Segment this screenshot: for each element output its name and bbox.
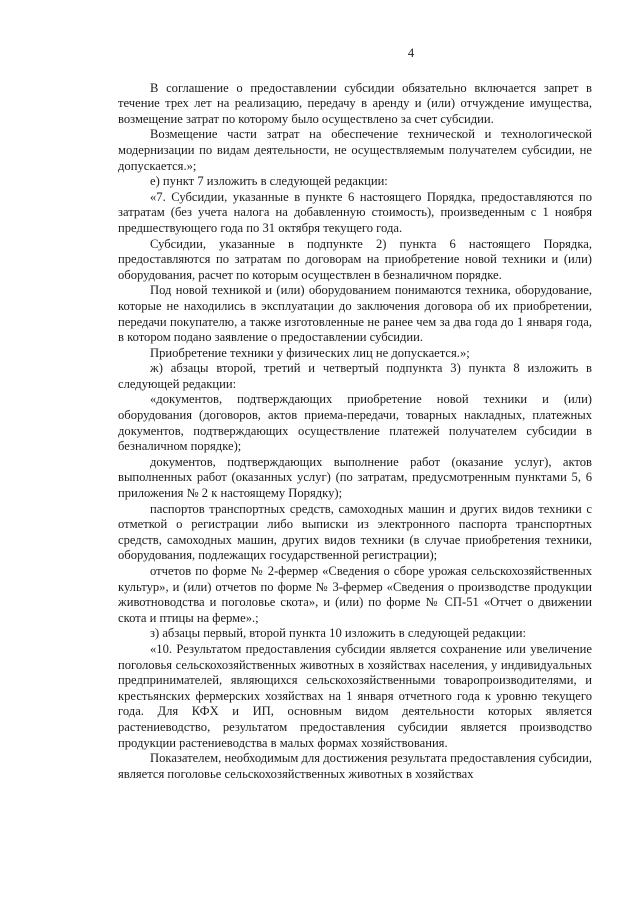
paragraph-vehicle-passports: паспортов транспортных средств, самоходных машин и других видов техники с отметкой о регистрации либо выписки из электронного паспорта транспортных средств, самоходных машин, других видов техники (в случае приобретения техники, оборудования, подлежащих государственной регистрации);	[118, 501, 592, 563]
paragraph-item-zh: ж) абзацы второй, третий и четвертый подпункта 3) пункта 8 изложить в следующей редакции:	[118, 361, 592, 391]
paragraph-agreement-prohibition: В соглашение о предоставлении субсидии обязательно включается запрет в течение трех лет на реализацию, передачу в аренду и (или) отчуждение имущества, возмещение затрат по которому было осуществлено за счет субсидии.	[118, 80, 592, 126]
paragraph-individuals-prohibition: Приобретение техники у физических лиц не допускается.»;	[150, 345, 470, 360]
paragraph-farmer-reports: отчетов по форме № 2-фермер «Сведения о сборе урожая сельскохозяйственных культур», и (или) отчетов по форме № 3-фермер «Сведения о производстве продукции животноводства и поголовье скота», и (или) по форме № СП-51 «Отчет о движении скота и птицы на ферме».;	[118, 564, 592, 625]
paragraph-point-10-result: «10. Результатом предоставления субсидии является сохранение или увеличение поголовья сельскохозяйственных животных в хозяйствах населения, у индивидуальных предпринимателей, являющихся сельскохозяйственными товаропроизводителями, и крестьянских фермерских хозяйствах на 1 января отчетного года к уровню текущего года. Для КФХ и ИП, основным видом деятельности которых является растениеводство, результатом предоставления субсидии является производство продукции растениеводства в малых формах хозяйствования.	[118, 641, 592, 750]
paragraph-works-documents: документов, подтверждающих выполнение работ (оказание услуг), актов выполненных работ (оказанных услуг) (по затратам, предусмотренным пунктами 5, 6 приложения № 2 к настоящему Порядку);	[118, 454, 592, 501]
page-number: 4	[407, 46, 415, 60]
paragraph-purchase-documents: «документов, подтверждающих приобретение новой техники и (или) оборудования (договоров, актов приема-передачи, товарных накладных, платежных документов, подтверждающих осуществление платежей получателем субсидии в безналичном порядке);	[118, 392, 592, 454]
paragraph-indicator: Показателем, необходимым для достижения результата предоставления субсидии, является поголовье сельскохозяйственных животных в хозяйствах	[118, 751, 592, 781]
paragraph-new-equipment-definition: Под новой техникой и (или) оборудованием понимаются техника, оборудование, которые не находились в эксплуатации до заключения договора об их приобретении, передачи покупателю, а также изготовленные не ранее чем за два года до 1 января года, в котором подано заявление о предоставлении субсидии.	[118, 283, 592, 345]
paragraph-item-z: з) абзацы первый, второй пункта 10 изложить в следующей редакции:	[150, 626, 526, 641]
paragraph-item-e: е) пункт 7 изложить в следующей редакции:	[150, 174, 388, 189]
paragraph-subsidies-new-equipment: Субсидии, указанные в подпункте 2) пункта 6 настоящего Порядка, предоставляются по затратам по договорам на приобретение новой техники и (или) оборудования, расчет по которым осуществлен в безналичном порядке.	[118, 236, 592, 282]
paragraph-modernization-costs: Возмещение части затрат на обеспечение технической и технологической модернизации по видам деятельности, не осуществляемым получателем субсидии, не допускается.»;	[118, 127, 592, 173]
paragraph-point-7: «7. Субсидии, указанные в пункте 6 настоящего Порядка, предоставляются по затратам (без учета налога на добавленную стоимость), произведенным с 1 ноября предшествующего года по 31 октября текущего года.	[118, 189, 592, 235]
